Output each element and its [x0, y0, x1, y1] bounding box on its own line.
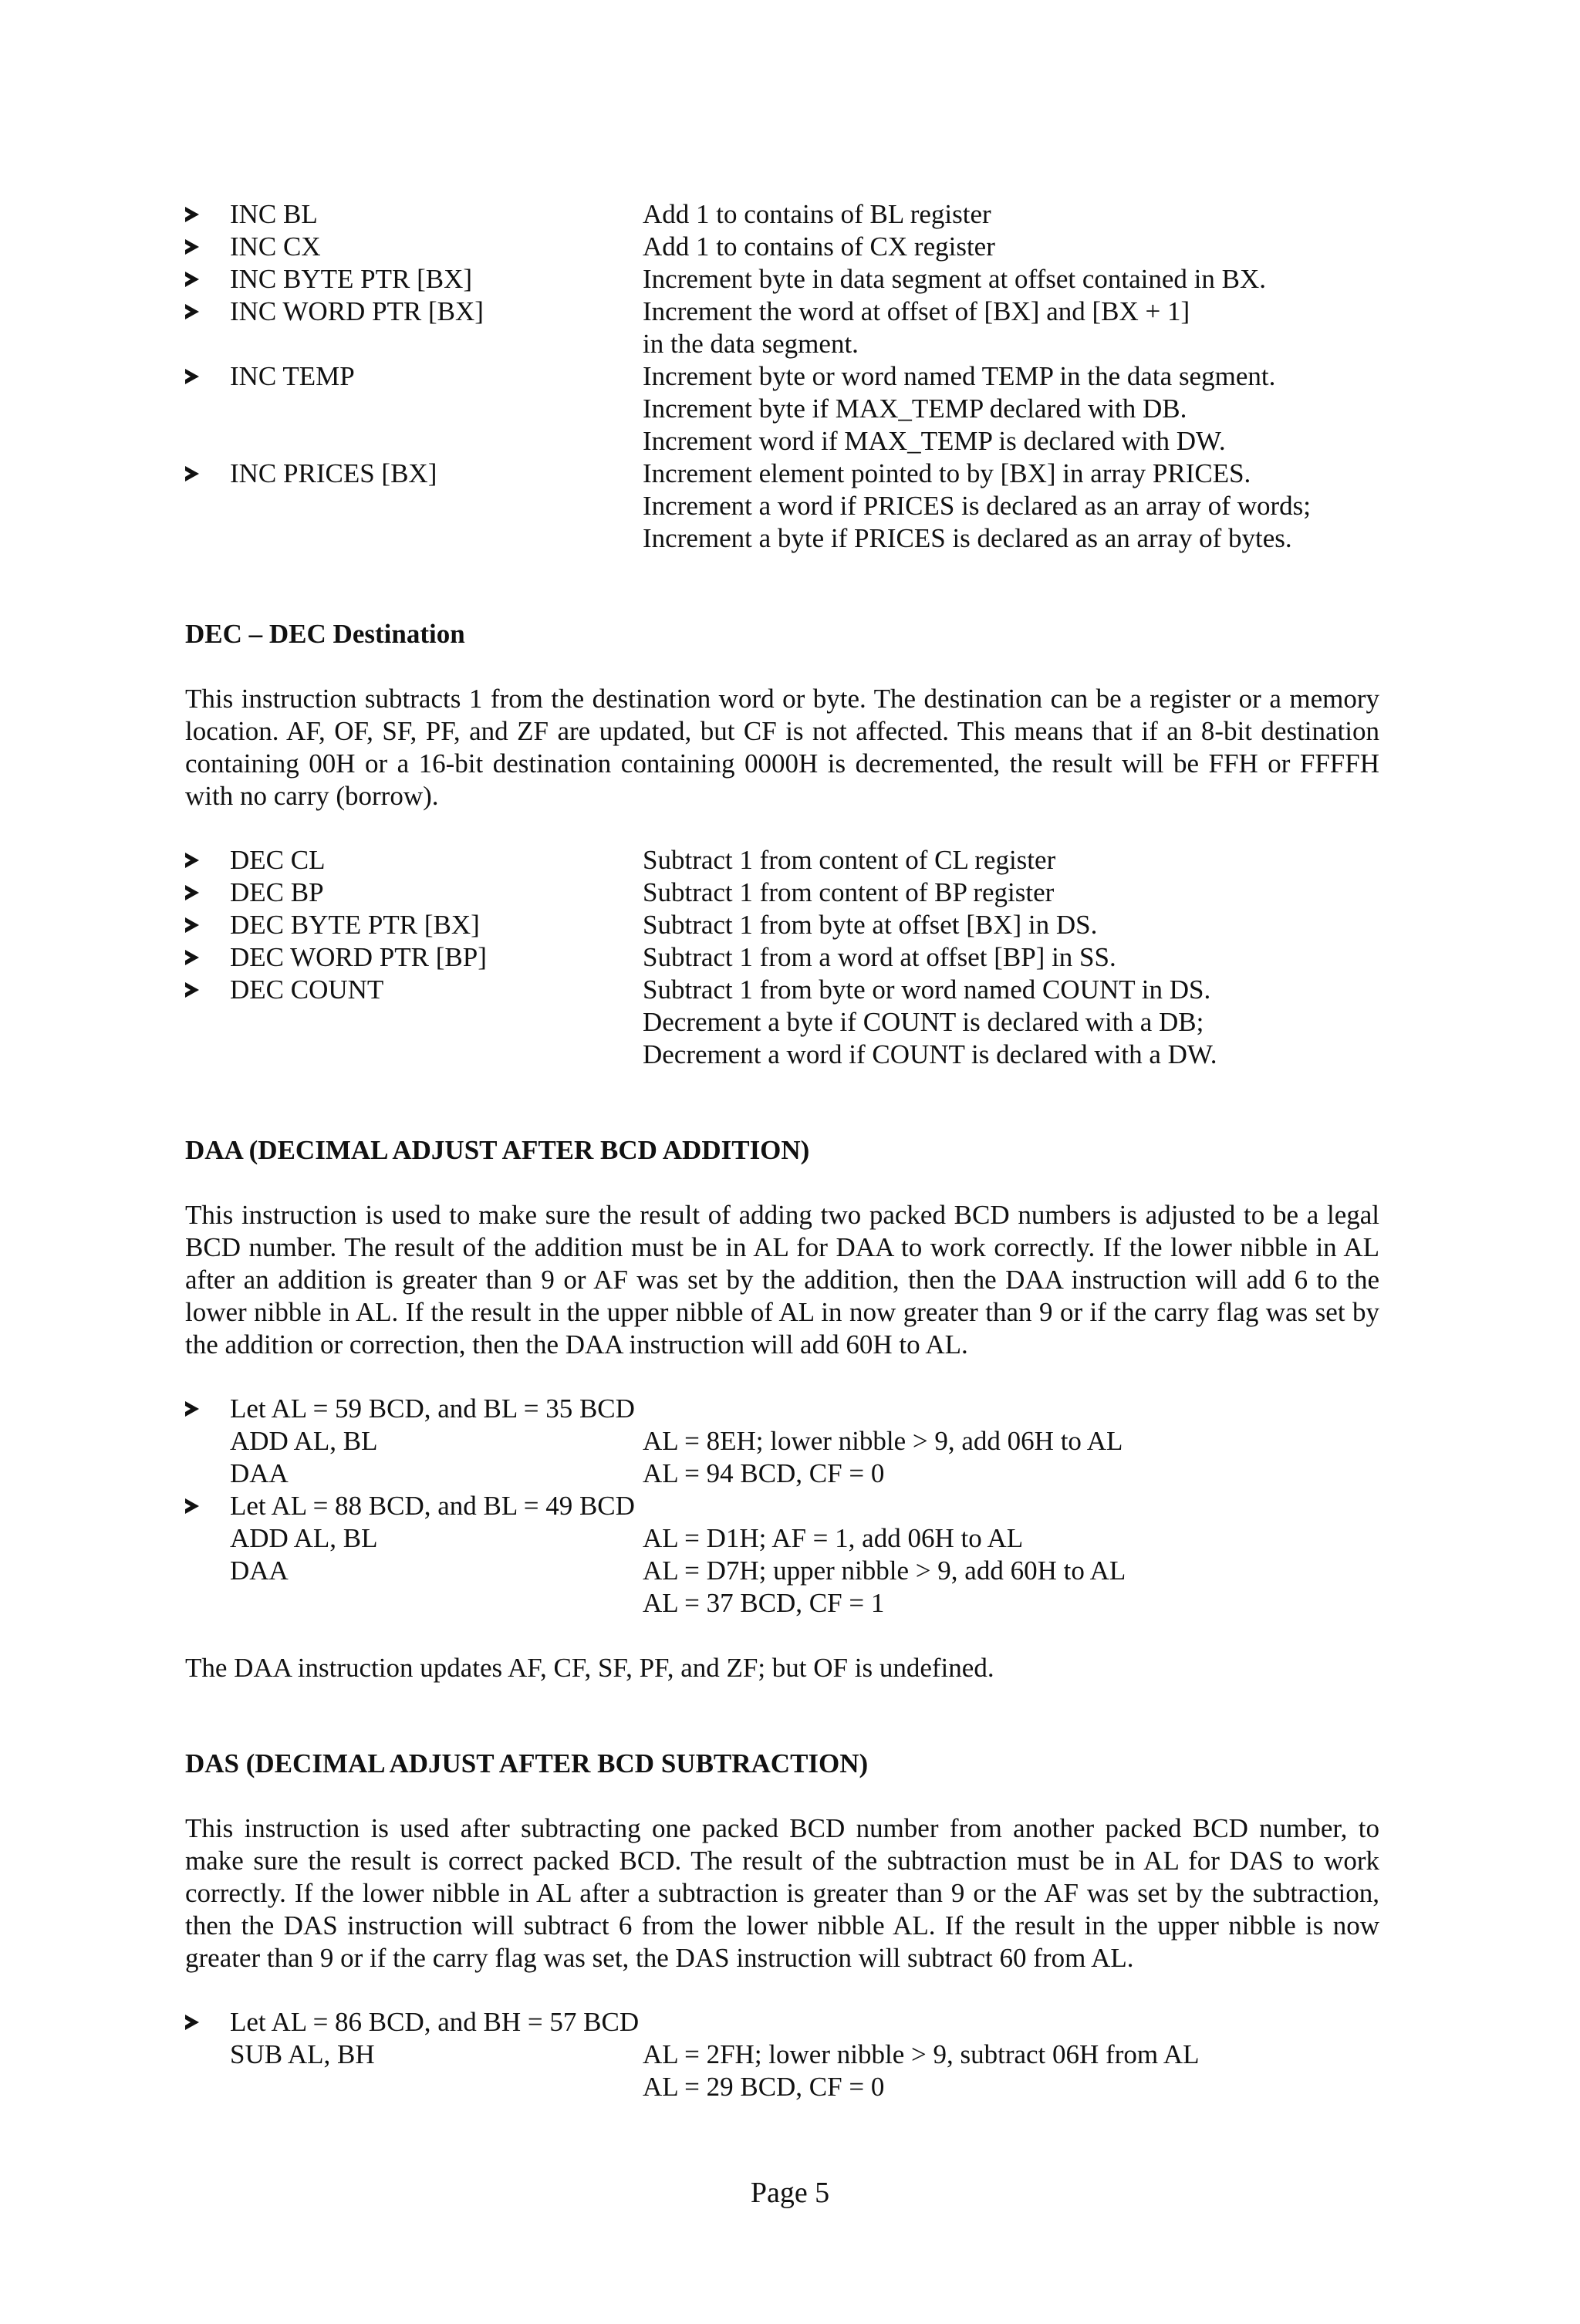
example-result: AL = 94 BCD, CF = 0	[643, 1458, 885, 1488]
dec-paragraph: This instruction subtracts 1 from the destination word or byte. The destination can be a register or a memory location. AF, OF, SF, PF, and ZF are updated, but CF is not affected. This means that if an 8-bit destination containing 00H or a 16-bit destination containing 0000H is decremented, the result will be FFH or FFFFH with no carry (borrow).	[185, 684, 1379, 811]
example-result: AL = 37 BCD, CF = 1	[643, 1588, 885, 1618]
instruction-description: Increment byte if MAX_TEMP declared with DB.	[643, 394, 1187, 424]
instruction-description: Add 1 to contains of BL register	[643, 199, 991, 229]
example-code: ADD AL, BL	[230, 1426, 378, 1456]
example-title: Let AL = 88 BCD, and BL = 49 BCD	[230, 1491, 635, 1521]
arrow-bullet-icon	[185, 239, 199, 255]
daa-note: The DAA instruction updates AF, CF, SF, PF, and ZF; but OF is undefined.	[185, 1653, 994, 1683]
instruction-name: INC TEMP	[230, 361, 355, 391]
instruction-name: INC PRICES [BX]	[230, 458, 437, 488]
instruction-name: INC CX	[230, 231, 321, 262]
arrow-bullet-icon	[185, 207, 199, 222]
instruction-name: DEC COUNT	[230, 975, 384, 1005]
example-title: Let AL = 59 BCD, and BL = 35 BCD	[230, 1393, 635, 1424]
instruction-description: Increment word if MAX_TEMP is declared with DW.	[643, 426, 1226, 456]
instruction-description: Subtract 1 from content of CL register	[643, 845, 1056, 875]
arrow-bullet-icon	[185, 369, 199, 384]
daa-paragraph: This instruction is used to make sure the result of adding two packed BCD numbers is adjusted to be a legal BCD number. The result of the addition must be in AL for DAA to work correctly. If the lower nibble in AL after an addition is greater than 9 or AF was set by the addition, then the DAA instruction will add 6 to the lower nibble in AL. If the result in the upper nibble of AL in now greater than 9 or if the carry flag was set by the addition or correction, then the DAA instruction will add 60H to AL.	[185, 1200, 1379, 1360]
das-heading: DAS (DECIMAL ADJUST AFTER BCD SUBTRACTION)	[185, 1748, 869, 1778]
instruction-name: INC WORD PTR [BX]	[230, 296, 484, 326]
arrow-bullet-icon	[185, 466, 199, 481]
arrow-bullet-icon	[185, 885, 199, 900]
instruction-description: Subtract 1 from content of BP register	[643, 877, 1055, 907]
arrow-bullet-icon	[185, 2015, 199, 2030]
instruction-name: INC BYTE PTR [BX]	[230, 264, 473, 294]
das-paragraph: This instruction is used after subtracting one packed BCD number from another packed BCD number, to make sure the result is correct packed BCD. The result of the subtraction must be in AL for DAS to work correctly. If the lower nibble in AL after a subtraction is greater than 9 or the AF was set by the subtraction, then the DAS instruction will subtract 6 from the lower nibble AL. If the result in the upper nibble is now greater than 9 or if the carry flag was set, the DAS instruction will subtract 60 from AL.	[185, 1813, 1379, 1973]
instruction-description: Increment byte in data segment at offset contained in BX.	[643, 264, 1266, 294]
example-result: AL = 2FH; lower nibble > 9, subtract 06H from AL	[643, 2039, 1200, 2069]
instruction-description: Increment element pointed to by [BX] in array PRICES.	[643, 458, 1251, 488]
arrow-bullet-icon	[185, 272, 199, 287]
daa-heading: DAA (DECIMAL ADJUST AFTER BCD ADDITION)	[185, 1135, 810, 1165]
arrow-bullet-icon	[185, 304, 199, 319]
instruction-description: Decrement a word if COUNT is declared with a DW.	[643, 1039, 1217, 1069]
instruction-description: in the data segment.	[643, 329, 859, 359]
instruction-name: DEC WORD PTR [BP]	[230, 942, 487, 972]
example-code: SUB AL, BH	[230, 2039, 375, 2069]
instruction-name: DEC CL	[230, 845, 326, 875]
instruction-name: DEC BP	[230, 877, 324, 907]
arrow-bullet-icon	[185, 1498, 199, 1514]
instruction-description: Increment byte or word named TEMP in the data segment.	[643, 361, 1276, 391]
arrow-bullet-icon	[185, 1401, 199, 1417]
instruction-description: Increment the word at offset of [BX] and [BX + 1]	[643, 296, 1190, 326]
instruction-description: Subtract 1 from a word at offset [BP] in SS.	[643, 942, 1116, 972]
arrow-bullet-icon	[185, 950, 199, 965]
dec-heading: DEC – DEC Destination	[185, 619, 465, 649]
instruction-description: Add 1 to contains of CX register	[643, 231, 995, 262]
example-result: AL = 8EH; lower nibble > 9, add 06H to AL	[643, 1426, 1123, 1456]
instruction-description: Subtract 1 from byte or word named COUNT in DS.	[643, 975, 1211, 1005]
example-code: DAA	[230, 1556, 289, 1586]
arrow-bullet-icon	[185, 917, 199, 933]
instruction-description: Decrement a byte if COUNT is declared with a DB;	[643, 1007, 1204, 1037]
example-result: AL = D7H; upper nibble > 9, add 60H to AL	[643, 1556, 1126, 1586]
instruction-description: Increment a byte if PRICES is declared as an array of bytes.	[643, 523, 1292, 553]
instruction-name: DEC BYTE PTR [BX]	[230, 910, 480, 940]
arrow-bullet-icon	[185, 853, 199, 868]
arrow-bullet-icon	[185, 982, 199, 998]
instruction-description: Increment a word if PRICES is declared as an array of words;	[643, 491, 1311, 521]
example-code: DAA	[230, 1458, 289, 1488]
instruction-name: INC BL	[230, 199, 318, 229]
example-code: ADD AL, BL	[230, 1523, 378, 1553]
page-number: Page 5	[750, 2177, 830, 2209]
example-title: Let AL = 86 BCD, and BH = 57 BCD	[230, 2007, 640, 2037]
example-result: AL = D1H; AF = 1, add 06H to AL	[643, 1523, 1024, 1553]
example-result: AL = 29 BCD, CF = 0	[643, 2072, 885, 2102]
instruction-description: Subtract 1 from byte at offset [BX] in DS.	[643, 910, 1098, 940]
